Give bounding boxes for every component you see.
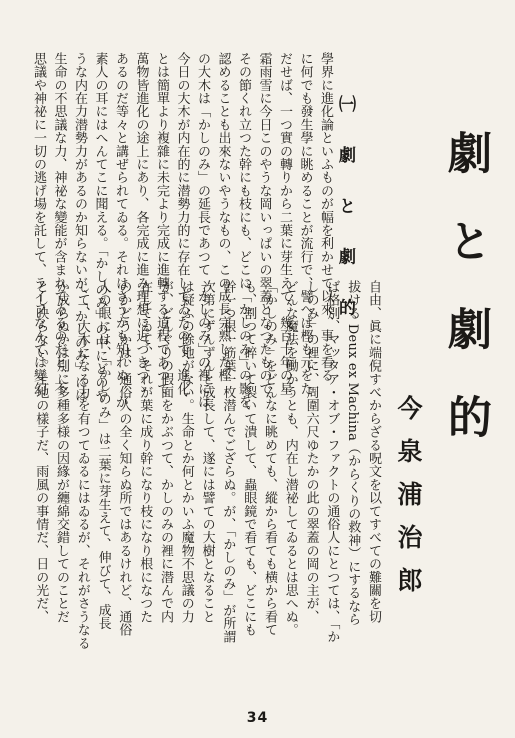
text-column: に何でも發生學に眺めることが流行で、譬へば樫も元をた	[297, 52, 313, 396]
text-column: 認めることも出來ないやうなもの、この成長完熟した樫	[215, 52, 231, 382]
page-number: 34	[246, 710, 269, 726]
text-column: とし映らない。土地の樣子だ、雨風の事情だ、日の光だ、	[33, 280, 49, 624]
text-column: して、大木になる力を有つてゐるにはゐるが、それがさうなる	[74, 280, 90, 650]
text-column: その節くれ立つた幹にも枝にも、どこに「かしのみ」の影を	[236, 52, 251, 409]
text-column: 萬物皆進化の途上にあり、各完成に進み理想に近づきつゝ	[133, 52, 149, 396]
text-column: 「かしのみ」をどんなに眺めても、縱から看ても横から看て	[262, 280, 277, 637]
text-column: 在してゐて、それが葉に成り幹になり枝になり根になつた	[137, 280, 153, 624]
text-column: は疑ふの餘地がない。生命とか何とかいふ魔物不思議の力	[178, 280, 194, 624]
text-column: あるのだ等々と講ぜられてゐる。それはさうかも知れぬ。が	[113, 52, 128, 409]
text-column: 思議や神祕に一切の逃げ場を託して、ライフなんては變幻	[31, 52, 46, 396]
text-column: が、どんぐりの假面をかぶつて、かしのみの裡に潜んで内	[158, 280, 173, 624]
text-column: ば格別、マッタア・オブ・ファクトの通俗人にとつては、「か	[324, 280, 340, 644]
text-column: 霜雨雪に今日このやうな岡いっぱいの翠蓋となつたもので、	[256, 52, 272, 409]
author-name: 今泉浦治郎	[394, 395, 423, 610]
text-column: も、割つて碎いて裂いて潰して、蟲眼鏡で看ても、どこにも	[241, 280, 257, 637]
text-column: のかどうかは、通俗人の全く知らぬ所ではあるけれど、通俗	[116, 280, 132, 637]
text-column: 幹一つ根一筋葉一枚潜んでござらぬ。が、「かしのみ」が所謂	[220, 280, 236, 644]
text-column: か成らぬかは別に多種多様の因緣が纏綿交錯してのことだ	[54, 280, 69, 624]
text-column: 人の眼には、「かしのみ」は二葉に芽生えて、伸びて、成長	[95, 280, 111, 630]
text-column: だせば、一つ實の轉りから二葉に芽生えて、幾百十年の星	[277, 52, 292, 396]
text-column: どんな魔法を働かうとも、内在し潜祕してゐるとは思へぬ。	[282, 280, 298, 637]
text-column: うな内在力潜勢力があるのか知らないが、「かしのみ」には	[72, 52, 87, 402]
text-column: の大木は「かしのみ」の延長であつて「かしのみ」の裡には	[195, 52, 210, 409]
text-column: 素人の耳にはへんてこに聞える。「かしのみ」の中にどのや	[92, 52, 108, 402]
section-heading: ㈠ 劇 と 劇 的	[335, 95, 355, 330]
text-column: 自由、眞に端倪すべからざる呪文を以てすべての難關を切	[366, 280, 381, 624]
text-column: 次第にずんずんと成長して、遂には譬ての大樹となること	[199, 280, 215, 624]
text-column: 今日の大木が内在的に潜勢力的に存在してゐたので、進化	[174, 52, 190, 396]
text-column: 拔ける Deux ex Machina（からくりの救神）にするなら	[345, 280, 361, 626]
essay-title: 劇と劇的	[440, 130, 491, 482]
text-column: しのみ」の裡に、周圍六尺ゆたかの此の翠蓋の岡の主が、	[303, 280, 319, 624]
text-column: 學界に進化論といふものが幅を利かせて以來、事を看る	[318, 52, 333, 382]
text-column: とは簡單より複雜に未完より完成に進轉する道程であつて	[154, 52, 169, 396]
text-column: 生命の不思議な力、神祕な變能が含まれてゐるのだと、不	[51, 52, 67, 396]
